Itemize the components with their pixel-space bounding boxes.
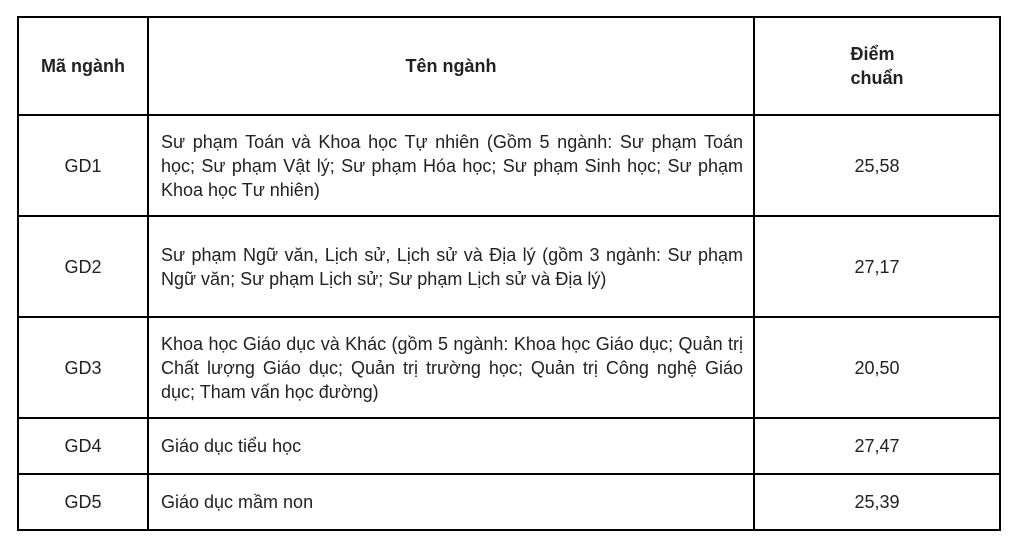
header-code: Mã ngành: [18, 17, 148, 115]
header-score-line1: Điểm: [850, 44, 895, 64]
row-name: Sư phạm Ngữ văn, Lịch sử, Lịch sử và Địa lý (gồm 3 ngành: Sư phạm Ngữ văn; Sư phạm Lịch sử; Sư phạm Lịch sử và Địa lý): [148, 216, 754, 317]
table-row: [18, 115, 1000, 216]
header-score: [754, 17, 1000, 115]
row-score: 25,58: [754, 115, 1000, 216]
table-row: [18, 418, 1000, 474]
admission-score-table: [17, 16, 1001, 531]
table-row: [18, 216, 1000, 317]
table-row: [18, 474, 1000, 530]
admission-score-table-container: [17, 16, 1001, 531]
row-score: 27,17: [754, 216, 1000, 317]
row-score: 25,39: [754, 474, 1000, 530]
row-score: 20,50: [754, 317, 1000, 418]
row-name: Khoa học Giáo dục và Khác (gồm 5 ngành: Khoa học Giáo dục; Quản trị Chất lượng Giáo dục; Quản trị trường học; Quản trị Công nghệ Giáo dục; Tham vấn học đường): [148, 317, 754, 418]
header-score-text: [850, 42, 903, 90]
table-header-row: [18, 17, 1000, 115]
row-code: GD4: [18, 418, 148, 474]
header-score-line2: chuẩn: [850, 68, 904, 88]
row-code: GD2: [18, 216, 148, 317]
row-code: GD1: [18, 115, 148, 216]
row-code: GD3: [18, 317, 148, 418]
header-name: Tên ngành: [148, 17, 754, 115]
row-name: Giáo dục mầm non: [148, 474, 754, 530]
row-code: GD5: [18, 474, 148, 530]
row-name: Sư phạm Toán và Khoa học Tự nhiên (Gồm 5 ngành: Sư phạm Toán học; Sư phạm Vật lý; Sư phạm Hóa học; Sư phạm Sinh học; Sư phạm Khoa học Tư nhiên): [148, 115, 754, 216]
row-score: 27,47: [754, 418, 1000, 474]
row-name: Giáo dục tiểu học: [148, 418, 754, 474]
table-row: [18, 317, 1000, 418]
